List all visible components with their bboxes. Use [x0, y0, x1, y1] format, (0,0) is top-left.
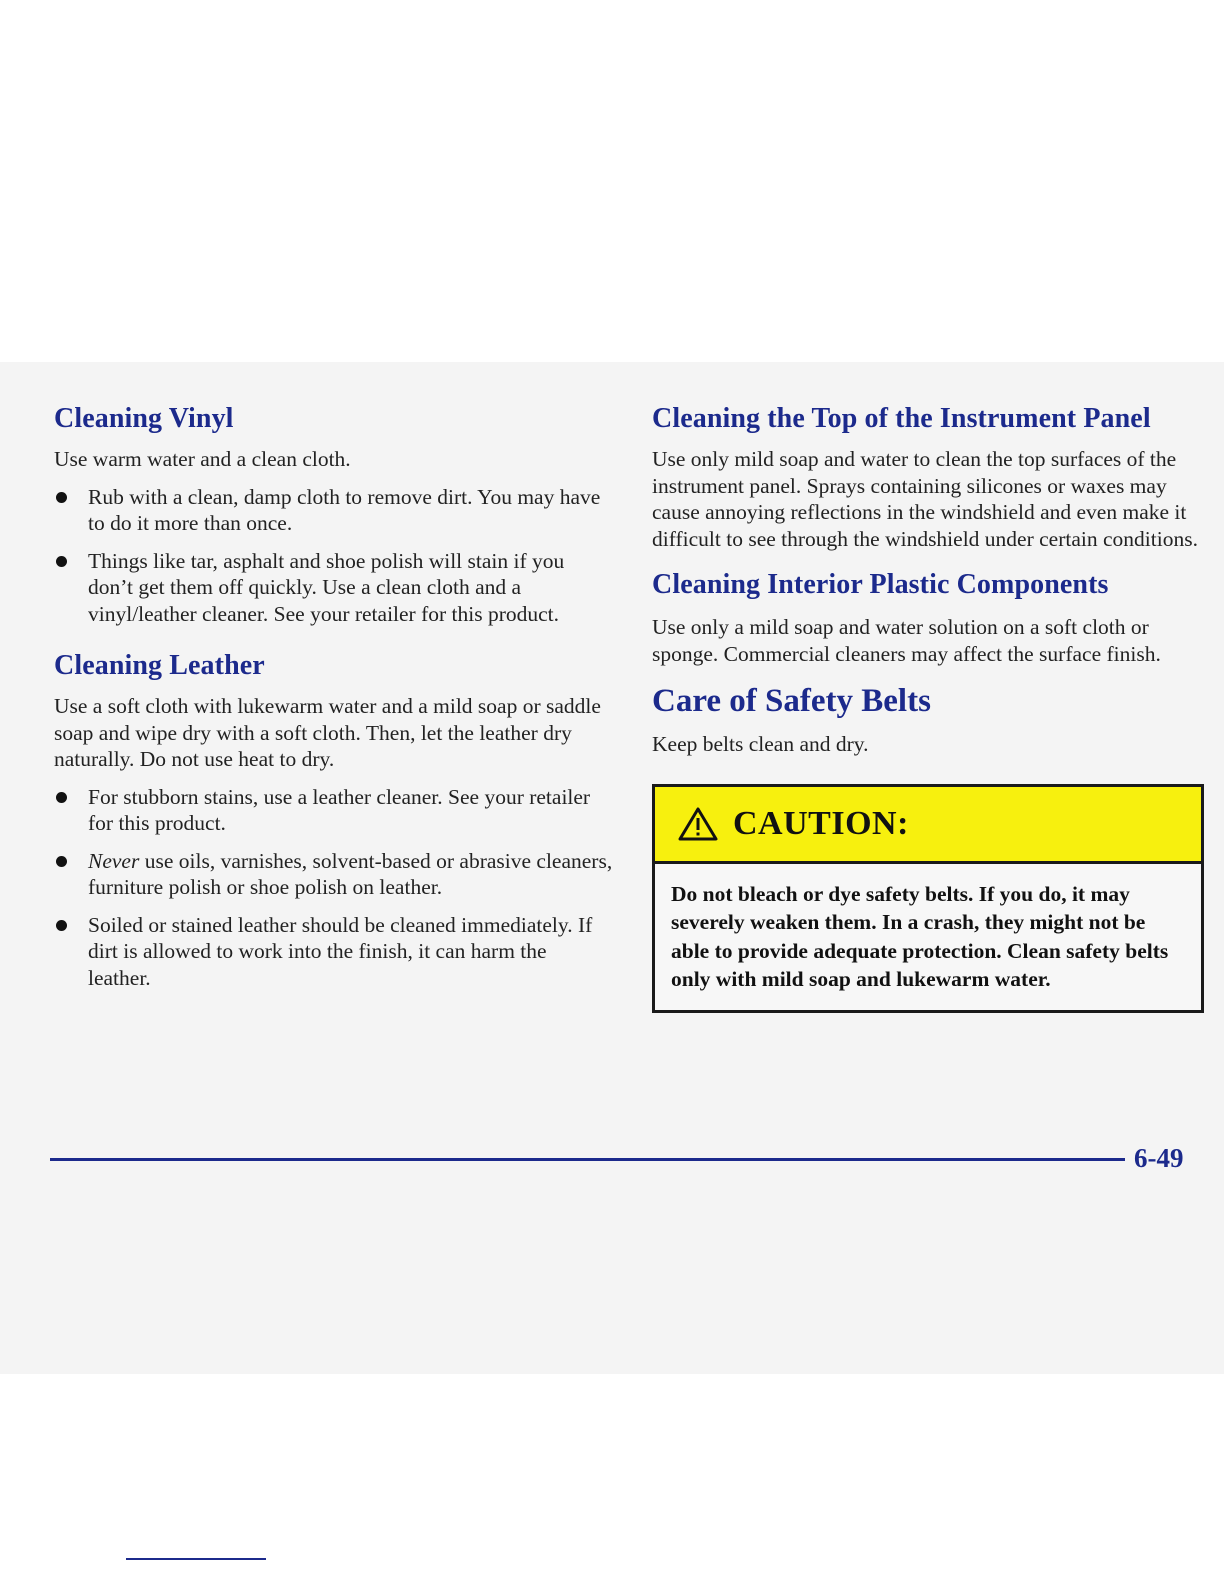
bullet-icon — [56, 856, 67, 867]
left-column — [54, 400, 614, 991]
plastic-components-heading: Cleaning Interior Plastic Components — [652, 569, 1109, 600]
page-number: 6-49 — [1134, 1143, 1184, 1173]
list-item — [54, 484, 614, 537]
safety-belts-heading: Care of Safety Belts — [652, 683, 931, 719]
cleaning-vinyl-intro: Use warm water and a clean cloth. — [54, 447, 351, 471]
list-item-text: Rub with a clean, damp cloth to remove dirt. You may have to do it more than once. — [88, 484, 601, 535]
plastic-components-body: Use only a mild soap and water solution on a soft cloth or sponge. Commercial cleaners may affect the surface finish. — [652, 615, 1161, 666]
bullet-icon — [56, 492, 67, 503]
list-item-text: use oils, varnishes, solvent-based or abrasive cleaners, furniture polish or shoe polish on leather. — [88, 848, 613, 899]
cleaning-leather-heading: Cleaning Leather — [54, 650, 265, 681]
footer-divider — [50, 1158, 1125, 1161]
bullet-icon — [56, 920, 67, 931]
right-column — [652, 400, 1202, 1013]
safety-belts-body: Keep belts clean and dry. — [652, 732, 869, 756]
bullet-icon — [56, 556, 67, 567]
caution-box — [652, 784, 1204, 1013]
list-item — [54, 784, 614, 837]
warning-triangle-icon — [677, 806, 719, 842]
cleaning-leather-list — [54, 784, 614, 992]
caution-title: CAUTION: — [733, 804, 909, 842]
cleaning-vinyl-heading: Cleaning Vinyl — [54, 403, 234, 434]
bullet-icon — [56, 792, 67, 803]
instrument-panel-body: Use only mild soap and water to clean the top surfaces of the instrument panel. Sprays containing silicones or waxes may cause annoying reflections in the windshield and even make it difficult to see through the windshield under certain conditions. — [652, 447, 1198, 551]
list-item — [54, 848, 614, 901]
caution-header — [655, 787, 1201, 864]
list-item-text: For stubborn stains, use a leather cleaner. See your retailer for this product. — [88, 784, 591, 835]
cleaning-vinyl-list — [54, 484, 614, 628]
caution-text: Do not bleach or dye safety belts. If you do, it may severely weaken them. In a crash, they might not be able to provide adequate protection. Clean safety belts only with mild soap and lukewarm water. — [671, 881, 1169, 991]
list-item — [54, 548, 614, 628]
list-item-text: Things like tar, asphalt and shoe polish will stain if you don’t get them off quickly. Use a clean cloth and a vinyl/leather cleaner. See your retailer for this product. — [88, 548, 565, 626]
cleaning-leather-intro: Use a soft cloth with lukewarm water and a mild soap or saddle soap and wipe dry with a soft cloth. Then, let the leather dry naturally. Do not use heat to dry. — [54, 694, 601, 771]
bottom-divider — [126, 1558, 266, 1560]
instrument-panel-heading: Cleaning the Top of the Instrument Panel — [652, 403, 1151, 434]
never-emphasis: Never — [88, 848, 140, 873]
list-item — [54, 912, 614, 992]
list-item-text: Soiled or stained leather should be cleaned immediately. If dirt is allowed to work into the finish, it can harm the leather. — [88, 912, 593, 990]
